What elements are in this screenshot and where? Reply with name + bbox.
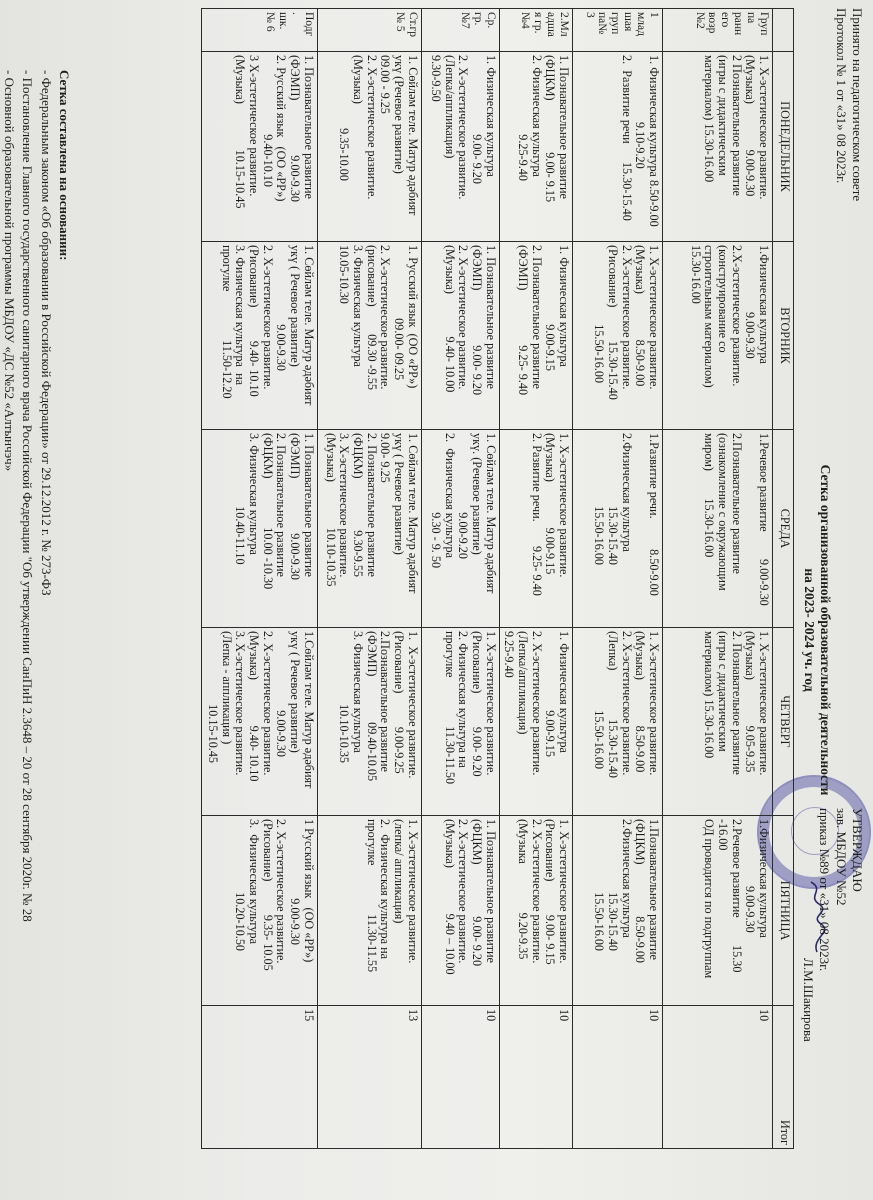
wednesday-cell: 1. Х-эстетическое развитие. (Музыка) 9.00-9.15 2. Развитие речи. 9.25- 9.40 <box>499 430 572 628</box>
tuesday-cell: 1. Русский язык (ОО «РР») 09.00- 09.25 2. Х-эстетическое развитие. (рисование) 09.30 -9.55 3. Физическая культура 10.05-10.30 <box>317 242 421 430</box>
schedule-table <box>201 8 794 1149</box>
approved-line-3: приказ №89 от «31» 08 2023г. <box>817 808 833 972</box>
tuesday-cell: 1.Физическая культура 9.00-9.30 2.Х-эстетическое развитие. (конструирование со строительным материалом) 15.30-16.00 <box>663 242 773 430</box>
wednesday-cell: 1. Сөйләм теле. Матур әдәбият укү. (Речевое развитие) 9.00-9.20 2. Физическая культура 9.30 - 9. 50 <box>421 430 499 628</box>
footer-line-1: - Федеральным законом «Об образовании в Российской Федерации» от 29.12.2012 г. № 273-ФЗ <box>38 70 54 596</box>
total-cell: 10 <box>421 1006 499 1149</box>
monday-cell: 1. Физическая культура 8.50-9.00 9.10-9.20 2. Развитие речи 15.30-15.40 <box>573 52 663 242</box>
friday-cell: 1. Х-эстетическое развитие. (лепка/ аппликация) 2. Физическая культура на прогулке 11.30-11.55 <box>317 816 421 1006</box>
monday-cell: 1. Познавательное развитие (ФЦКМ) 9.00- 9.15 2. Физическая культура 9.25-9.40 <box>499 52 572 242</box>
wednesday-cell: 1. Сөйләм теле. Матур әдәбият укү ( Речевое развитие) 9.00- 9.25 2. Познавательное развитие (ФЦКМ) 9.30-9.55 3. Х-эстетическое развитие. (Музыка) 10.10-10.35 <box>317 430 421 628</box>
group-cell: Ср. гр. №7 <box>421 9 499 52</box>
thursday-cell: 1. Х-эстетическое развитие. (Рисование) 9.00-9.25 2.Познавательное развитие (ФЭМП) 09.40-10.05 3. Физическая культура 10.10-10.35 <box>317 628 421 816</box>
approval-note <box>833 8 866 201</box>
approved-line-2: зав. МБДОУ №52 <box>833 808 849 906</box>
friday-cell: 1.Познавательное развитие (ФЦКМ) 8.50-9.00 2.Физическая культура 15.30-15.40 15.50-16.00 <box>573 816 663 1006</box>
approved-line-1: УТВЕРЖДАЮ <box>850 808 865 892</box>
footer-notes <box>0 70 73 1170</box>
column-header: Итог <box>773 1006 794 1149</box>
friday-cell: 1.Физическая культура 9.00-9.30 2.Речевое развитие 15.30 -16.00 ОД проводится по подгруппам <box>663 816 773 1006</box>
monday-cell: 1. Физическая культура 9.00- 9.20 2. Х-эстетическое развитие. (Лепка/аппликация) 9.30-9.50 <box>421 52 499 242</box>
group-cell: 2.Мл адша я гр. №4 <box>499 9 572 52</box>
total-cell: 10 <box>663 1006 773 1149</box>
approval-line-1: Принято на педагогическом совете <box>850 8 865 202</box>
column-header: ПОНЕДЕЛЬНИК <box>773 52 794 242</box>
document-title <box>801 380 833 880</box>
group-cell: 1 млад шая груп па№ 3 <box>573 9 663 52</box>
group-cell: Груп па ранн его возр №2 <box>663 9 773 52</box>
table-row <box>499 9 572 1149</box>
monday-cell: 1. Познавательное развитие (ФЭМП) 9.00-9.30 2. Русский язык (ОО «РР») 9.40-10.10 3 Х-эстетическое развитие. (Музыка) 10.15-10.45 <box>201 52 317 242</box>
table-row <box>317 9 421 1149</box>
tuesday-cell: 1. Сөйләм теле. Матур әдәбият укү ( Речевое развитие) 9.00-9.30 2. Х-эстетическое развитие. (Рисование) 9.40- 10.10 3. Физическая культура на прогулке 11.50-12.20 <box>201 242 317 430</box>
title-line-1: Сетка организованной образовательной деятельности <box>818 464 833 796</box>
thursday-cell: 1. Х-эстетическое развитие. (Рисование) 9.00- 9.20 2. Физическая культура на прогулке 11.30-11.50 <box>421 628 499 816</box>
total-cell: 10 <box>573 1006 663 1149</box>
friday-cell: 1. Познавательное развитие (ФЦКМ) 9.00- 9.20 2. Х-эстетическое развитие. (Музыка) 9.40 – 10.00 <box>421 816 499 1006</box>
column-header: ПЯТНИЦА <box>773 816 794 1006</box>
table-header-row <box>773 9 794 1149</box>
table-row <box>573 9 663 1149</box>
column-header <box>773 9 794 52</box>
title-line-2: на 2023- 2024 уч. год <box>802 568 818 692</box>
thursday-cell: 1. Х-эстетическое развитие. (Музыка) 9.05-9.35 2. Познавательное развитие (игры с дидактическим материалом) 15.30-16.00 <box>663 628 773 816</box>
wednesday-cell: 1. Познавательное развитие (ФЭМП) 9.00-9.30 2. Познавательное развитие (ФЦКМ) 10.00 -10.30 3. Физическая культура 10.40-11.10 <box>201 430 317 628</box>
table-row <box>663 9 773 1149</box>
wednesday-cell: 1.Речевое развитие 9.00-9.30 2.Познавательное развитие (ознакомление с окружающим миром) 15.30-16.00 <box>663 430 773 628</box>
tuesday-cell: 1. Познавательное развитие (ФЭМП) 9.00- 9.20 2. Х-эстетическое развитие. (Музыка) 9.40- 10.00 <box>421 242 499 430</box>
column-header: ЧЕТВЕРГ <box>773 628 794 816</box>
wednesday-cell: 1.Развитие речи. 8.50-9.00 2.Физическая культура 15.30-15.40 15.50-16.00 <box>573 430 663 628</box>
footer-line-2: - Постановление Главного государственного санитарного врача Российской Федерации "Об утверждении СанПиН 2.3648 – 20 от 28 сентября 2020г. № 28 <box>20 70 36 922</box>
column-header: СРЕДА <box>773 430 794 628</box>
thursday-cell: 1. Х-эстетическое развитие. (Музыка) 8.50-9.00 2. Х-эстетическое развитие. (Лепка) 15.30-15.40 15.50-16.00 <box>573 628 663 816</box>
tuesday-cell: 1. Х-эстетическое развитие. (Музыка) 8.50-9.00 2. Х-эстетическое развитие. (Рисование) 15.30-15.40 15.50-16.00 <box>573 242 663 430</box>
approval-line-2: Протокол № 1 от «31» 08 2023г. <box>833 8 849 184</box>
table-row <box>421 9 499 1149</box>
total-cell: 13 <box>317 1006 421 1149</box>
friday-cell: 1 Русский язык (ОО «РР») 9.00-9.30 2. Х-эстетическое развитие. (Рисование) 9.35- 10.05 3. Физическая культура 10.20-10.50 <box>201 816 317 1006</box>
approved-line-4: Л.М.Шакирова <box>801 958 817 1042</box>
group-cell: Ст.гр № 5 <box>317 9 421 52</box>
footer-heading: Сетка составлена на основании: <box>57 70 72 261</box>
total-cell: 15 <box>201 1006 317 1149</box>
thursday-cell: 1. Физическая культура 9.00-9.15 2. Х-эстетическое развитие. (Лепка/аппликация) 9.25-9.40 <box>499 628 572 816</box>
footer-line-3: - Основной образовательной программы МБДОУ «ДС №52 «Алтынчэч» <box>1 70 17 472</box>
column-header: ВТОРНИК <box>773 242 794 430</box>
thursday-cell: 1.Сөйләм теле. Матур әдәбият укү ( Речевое развитие) 9.00-9.30 2. Х-эстетическое развитие. (Музыка) 9.40- 10.10 3. Х-эстетическое развитие. (Лепка - аппликация ) 10.15-10.45 <box>201 628 317 816</box>
tuesday-cell: 1. Физическая культура 9.00-9.15 2. Познавательное развитие (ФЭМП) 9.25- 9.40 <box>499 242 572 430</box>
friday-cell: 1. Х-эстетическое развитие. (Рисование) 9.00- 9.15 2. Х-эстетическое развитие. (Музыка 9.20-9.35 <box>499 816 572 1006</box>
table-row <box>201 9 317 1149</box>
monday-cell: 1. Х-эстетическое развитие. (Музыка) 9.00-9.30 2 Познавательное развитие (игры с дидактическим материалом) 15.30-16.00 <box>663 52 773 242</box>
group-cell: Подг . шк. № 6 <box>201 9 317 52</box>
total-cell: 10 <box>499 1006 572 1149</box>
monday-cell: 1. Сөйләм теле. Матур әдәбият укү (Речевое развитие) 09.00 - 9.25 2. Х-эстетическое развитие. (Музыка) 9.35-10.00 <box>317 52 421 242</box>
